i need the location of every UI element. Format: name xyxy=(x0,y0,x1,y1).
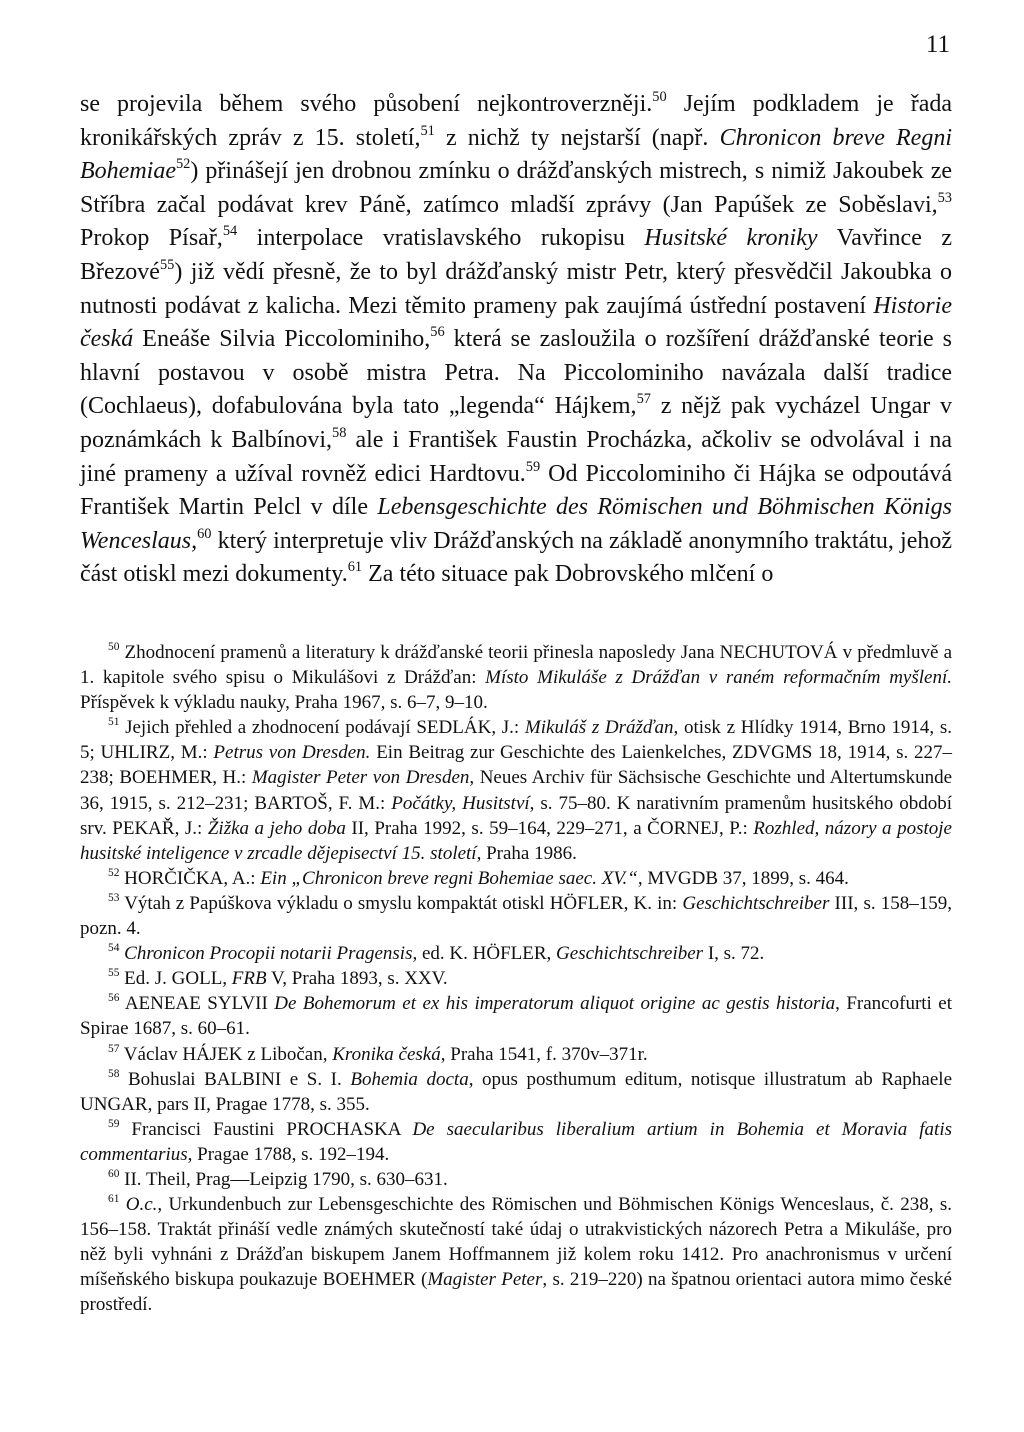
footnote-text: , Praha 1541, f. 370v–371r. xyxy=(440,1043,648,1065)
footnote-text: , Praha 1986. xyxy=(476,842,577,864)
body-text-run: Eneáše Silvia Piccolominiho, xyxy=(133,326,431,353)
author-name: BALBINI xyxy=(204,1068,282,1090)
footnote-text: Jejich přehled a zhodnocení podávají xyxy=(119,717,417,739)
work-title: Místo Mikuláše z Drážďan v raném reformačním myšlení. xyxy=(485,667,952,689)
footnote-number: 51 xyxy=(108,716,120,729)
footnote-ref-58: 58 xyxy=(332,424,347,441)
footnote-text: , H.: xyxy=(212,767,252,789)
body-text-run: Od Piccolominiho či Hájka se odpoutává František Martin Pelcl v díle xyxy=(80,460,952,521)
footnote-number: 50 xyxy=(108,641,120,654)
footnote-55 xyxy=(80,966,952,991)
author-name: HORČIČKA xyxy=(119,867,224,889)
footnote-text: , Urkundenbuch zur Lebensgeschichte des Römischen und Böhmischen Königs Wenceslaus, č. 238, s. 156–158. Traktát přináší vedle známých skutečností také údaj o utrakvistických názorech Petra a Mikuláše, pro něž byli vyhnáni z Drážďan biskupem Janem Hoffmannem již kolem roku 1412. Pro anachronismus v určení míšeňského biskupa poukazuje xyxy=(80,1194,953,1291)
footnote-text: III, s. 158–159, pozn. 4. xyxy=(80,892,952,940)
work-title: Petrus von Dresden. xyxy=(213,742,371,764)
footnote-text: , F. M.: xyxy=(327,792,392,814)
body-text-run: Vavřince z Březové xyxy=(80,225,952,285)
footnote-number: 59 xyxy=(108,1117,120,1130)
footnote-51 xyxy=(80,715,952,866)
footnote-text: , opus posthumum editum, notisque illustratum ab Raphaele xyxy=(468,1068,953,1090)
author-name: BARTOŠ xyxy=(254,792,328,814)
footnote-number: 61 xyxy=(108,1193,120,1206)
footnote-text: , P.: xyxy=(718,817,754,839)
author-name: HÖFLER xyxy=(472,943,547,965)
work-title: Žižka a jeho doba xyxy=(207,817,346,839)
work-title: Magister Peter von Dresden xyxy=(251,767,470,789)
footnote-text: Francisci Faustini xyxy=(119,1118,287,1140)
footnote-text: , otisk z Hlídky 1914, Brno 1914, s. 5; xyxy=(80,717,952,764)
footnote-text: Zhodnocení pramenů a literatury k drážďanské teorii přinesla naposledy Jana xyxy=(119,642,720,663)
work-title: De saecularibus liberalium artium in Bohemia et Moravia fatis commentarius xyxy=(80,1118,952,1165)
footnote-number: 55 xyxy=(108,967,120,980)
footnote-number: 52 xyxy=(108,866,120,879)
footnote-text: Výtah z Papúškova výkladu o smyslu kompaktát otiskl xyxy=(119,892,550,914)
body-text-run: která se zasloužila o rozšíření drážďanské teorie s hlavní postavou v osobě mistra Petra. Na Piccolominiho navázala další tradice (Cochlaeus), dofabulována byla tato „legenda“ Hájkem, xyxy=(80,326,952,420)
author-name: GOLL xyxy=(171,968,223,990)
footnote-text: , ed. K. xyxy=(412,943,473,965)
footnote-text: , J.: xyxy=(174,817,208,839)
footnote-number: 57 xyxy=(108,1042,120,1055)
work-title: Ein „Chronicon breve regni Bohemiae saec. XV.“ xyxy=(260,867,638,889)
footnote-ref-51: 51 xyxy=(420,122,435,139)
author-name: ČORNEJ xyxy=(647,817,719,839)
footnote-50 xyxy=(80,640,952,715)
footnote-number: 56 xyxy=(108,992,120,1005)
author-name: BOEHMER xyxy=(322,1269,416,1291)
body-text-run: ) přinášejí jen drobnou zmínku o drážďanských mistrech, s nimiž Jakoubek ze Stříbra začal podávat krev Páně, zatímco mladší zprávy (Jan Papúšek ze Soběslavi, xyxy=(80,158,952,218)
footnote-59 xyxy=(80,1117,952,1167)
footnote-text: I, s. 72. xyxy=(703,943,765,965)
body-text-run: interpolace vratislavského rukopisu xyxy=(237,225,645,252)
body-text-run: Za této situace pak Dobrovského mlčení o xyxy=(362,561,774,588)
footnote-ref-50: 50 xyxy=(652,88,667,105)
work-title: Chronicon Procopii notarii Pragensis xyxy=(119,943,413,965)
author-name: AENEAE SYLVII xyxy=(119,993,268,1015)
work-title: Lebensgeschichte des Römischen und Böhmischen Königs Wenceslaus, xyxy=(80,494,952,554)
footnote-text: , M.: xyxy=(170,742,214,764)
footnote-ref-56: 56 xyxy=(430,324,445,341)
footnote-56 xyxy=(80,991,952,1041)
footnote-text: ( xyxy=(415,1269,428,1291)
footnote-text: , xyxy=(222,968,232,990)
author-name: HÖFLER xyxy=(549,892,624,914)
body-text-run: ale i František Faustin Procházka, ačkoliv se odvolával i na jiné prameny a užíval rovněž edici Hardtovu. xyxy=(80,426,952,487)
footnote-text: Ein Beitrag zur Geschichte des Laienkelches, ZDVGMS 18, 1914, s. 227–238; xyxy=(80,742,952,789)
footnote-text: V, Praha 1893, s. XXV. xyxy=(266,968,448,990)
work-title: Magister Peter xyxy=(427,1269,543,1291)
body-text-run: se projevila během svého působení nejkontroverzněji. xyxy=(80,91,653,117)
footnote-text: e S. I. xyxy=(281,1068,351,1090)
footnote-text: , J.: xyxy=(491,717,525,739)
body-text-run: z nějž pak vycházel Ungar v poznámkách k Balbínovi, xyxy=(80,393,953,453)
work-title: Bohemia docta xyxy=(350,1068,469,1090)
footnote-text: Příspěvek k výkladu nauky, Praha 1967, s. 6–7, 9–10. xyxy=(80,692,488,714)
footnote-text: , s. 75–80. K narativním pramenům husitského období srv. xyxy=(80,792,952,839)
footnote-ref-61: 61 xyxy=(347,559,363,576)
footnote-ref-52: 52 xyxy=(175,156,191,173)
footnote-52 xyxy=(80,866,952,891)
footnote-text: Bohuslai xyxy=(119,1068,205,1090)
author-name: UNGAR xyxy=(80,1093,148,1115)
page-number: 11 xyxy=(925,31,950,58)
author-name: HÁJEK xyxy=(182,1043,243,1065)
footnote-61 xyxy=(80,1192,952,1317)
footnote-54 xyxy=(80,941,952,966)
footnote-number: 54 xyxy=(108,942,120,955)
body-text-run: který interpretuje vliv Drážďanských na základě anonymního traktátu, jehož část otiskl mezi dokumenty. xyxy=(80,527,952,588)
footnote-text: II, Praha 1992, s. 59–164, 229–271, a xyxy=(345,817,648,839)
body-paragraph xyxy=(80,88,952,592)
work-title: De Bohemorum et ex his imperatorum aliquot origine ac gestis historia xyxy=(274,993,836,1015)
author-name: BOEHMER xyxy=(119,767,213,789)
body-text-run: Jejím podkladem je řada kronikářských zpráv z 15. století, xyxy=(80,91,952,151)
footnote-text: , pars II, Pragae 1778, s. 355. xyxy=(147,1093,370,1115)
work-title: Kronika česká xyxy=(332,1043,441,1065)
footnote-58 xyxy=(80,1067,952,1117)
footnote-text: z Libočan, xyxy=(242,1043,333,1065)
work-title: Historie česká xyxy=(80,292,952,353)
footnote-text: , Neues Archiv für Sächsische Geschichte und Altertumskunde 36, 1915, s. 212–231; xyxy=(80,767,953,814)
body-text-run: ) již vědí přesně, že to byl drážďanský mistr Petr, který přesvědčil Jakoubka o nutnosti podávat z kalicha. Mezi těmito prameny pak zaujímá ústřední postavení xyxy=(80,258,952,319)
footnote-text xyxy=(400,1119,412,1140)
footnote-text: Václav xyxy=(119,1043,183,1065)
footnote-60 xyxy=(80,1167,952,1192)
footnote-text: , A.: xyxy=(223,867,261,889)
author-name: SEDLÁK xyxy=(416,717,492,739)
footnote-number: 58 xyxy=(108,1067,120,1080)
footnote-text: , Pragae 1788, s. 192–194. xyxy=(187,1143,390,1165)
footnotes-section xyxy=(80,640,952,1318)
work-title: Husitské kroniky xyxy=(644,225,818,252)
work-title: Geschichtschreiber xyxy=(682,892,830,914)
footnote-text: v předmluvě a 1. kapitole svého spisu o Mikulášovi z Drážďan: xyxy=(80,642,952,689)
work-title: FRB xyxy=(231,968,267,990)
footnote-ref-60: 60 xyxy=(197,525,212,542)
body-text-run: Prokop Písař, xyxy=(80,225,223,252)
author-name: NECHUTOVÁ xyxy=(719,642,838,663)
footnote-number: 60 xyxy=(108,1168,120,1180)
footnote-ref-53: 53 xyxy=(937,189,952,206)
author-name: UHLIRZ xyxy=(100,742,171,764)
work-title: Počátky, Husitství xyxy=(391,792,530,814)
footnote-text: Ed. J. xyxy=(119,968,172,990)
author-name: PROCHASKA xyxy=(286,1118,401,1140)
footnote-ref-59: 59 xyxy=(525,458,541,475)
work-title: O.c. xyxy=(119,1194,158,1216)
work-title: Chronicon breve Regni Bohemiae xyxy=(80,124,952,185)
footnote-text: , MVGDB 37, 1899, s. 464. xyxy=(637,867,849,889)
footnote-text: , xyxy=(546,943,557,965)
work-title: Mikuláš z Drážďan xyxy=(524,717,674,739)
footnote-text: , Francofurti et Spirae 1687, s. 60–61. xyxy=(80,993,953,1040)
footnote-text: II. Theil, Prag—Leipzig 1790, s. 630–631. xyxy=(119,1168,448,1190)
author-name: PEKAŘ xyxy=(112,817,175,839)
footnote-53 xyxy=(80,891,952,941)
footnote-number: 53 xyxy=(108,891,120,904)
body-text-run: z nichž ty nejstarší (např. xyxy=(434,124,720,151)
footnote-text: , s. 219–220) na špatnou orientaci autora mimo české prostředí. xyxy=(80,1269,952,1316)
footnote-ref-55: 55 xyxy=(159,256,175,273)
footnote-ref-57: 57 xyxy=(636,391,651,408)
footnote-ref-54: 54 xyxy=(222,223,238,240)
footnote-text: , K. in: xyxy=(623,892,683,914)
footnote-57 xyxy=(80,1042,952,1067)
work-title: Rozhled, názory a postoje husitské inteligence v zrcadle dějepisectví 15. století xyxy=(80,817,952,864)
work-title: Geschichtschreiber xyxy=(556,943,704,965)
